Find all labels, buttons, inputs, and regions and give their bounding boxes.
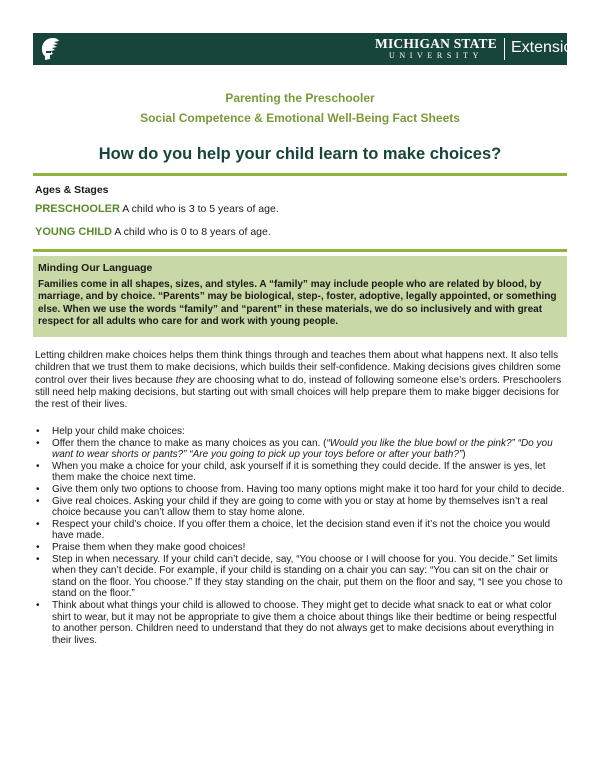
- university-label: UNIVERSITY: [389, 51, 483, 60]
- list-item-emphasis: “Would you like the blue bowl or the pink?” “Do you want to wear shorts or pants?” “Are you going to pick up your toys before or after your bath?”: [52, 437, 553, 461]
- tips-list: [35, 426, 565, 646]
- spartan-helmet-icon: [39, 36, 61, 62]
- ages-heading: Ages & Stages: [35, 184, 109, 196]
- language-callout: [33, 256, 567, 337]
- university-wordmark: [373, 37, 499, 61]
- header-bar: [33, 33, 582, 65]
- age-item-young-child: [35, 226, 271, 238]
- series-subtitle: Social Competence & Emotional Well-Being Fact Sheets: [140, 111, 460, 125]
- intro-emphasis: they: [175, 374, 195, 386]
- age-desc: A child who is 3 to 5 years of age.: [119, 203, 279, 215]
- age-term: YOUNG CHILD: [35, 226, 112, 238]
- intro-text: Letting children make choices helps them think things through and teaches them about what happens next. It also tells children that we trust them to make decisions, which builds their self-confidence. Making decisions gives children some control over their lives because: [35, 350, 561, 386]
- list-item: • Step in when necessary. If your child can’t decide, say, “You choose or I will choose for you. You decide.” Set limits when they can’t decide. For example, if your child is standing on a chair you can say: “You can sit on the chair or stand on the floor. You choose.” If they stay standing on the chair, put them on the floor and say, “I see you chose to stand on the floor.”: [35, 554, 565, 600]
- list-item: • Praise them when they make good choices!: [35, 542, 565, 554]
- intro-text: are choosing what to do, instead of following someone else’s orders. Preschoolers still need help making decisions, but starting out with small choices will help prepare them to make bigger decisions for the rest of their lives.: [35, 374, 562, 411]
- age-item-preschooler: [35, 203, 279, 215]
- list-item: • Think about what things your child is allowed to choose. They might get to decide what snack to eat or what color shirt to wear, but it may not be appropriate to give them a choice about things like their bedtime or being respectful to another person. Children need to understand that they do not always get to make decisions about everything in their lives.: [35, 600, 565, 646]
- list-item: • Respect your child’s choice. If you offer them a choice, let the decision stand even if it’s not the choice you would have made.: [35, 519, 565, 542]
- age-desc: A child who is 0 to 8 years of age.: [112, 226, 271, 238]
- language-heading: Minding Our Language: [38, 262, 153, 274]
- series-title: Parenting the Preschooler: [225, 91, 375, 105]
- list-item: • When you make a choice for your child, ask yourself if it is something they could decide. If the answer is yes, let them make the choice next time.: [35, 461, 565, 484]
- list-item: • Give them only two options to choose from. Having too many options might make it too hard for your child to decide.: [35, 484, 565, 496]
- header-divider: [504, 38, 505, 60]
- divider-rule: [33, 249, 567, 252]
- age-term: PRESCHOOLER: [35, 203, 120, 215]
- language-body: Families come in all shapes, sizes, and styles. A “family” may include people who are related by blood, by marriage, and by choice. “Parents” may be biological, step-, foster, adoptive, legally appointed, or something else. When we use the words “family” and “parent” in these materials, we do so inclusively and with great respect for all adults who care for and work with young people.: [38, 279, 557, 327]
- list-item-text: Offer them the chance to make as many choices as you can. (: [52, 437, 327, 449]
- intro-paragraph: [35, 350, 565, 411]
- page-title: How do you help your child learn to make choices?: [98, 145, 502, 163]
- list-item: [35, 438, 565, 461]
- list-item: • Help your child make choices:: [35, 426, 565, 438]
- university-name: MICHIGAN STATE: [375, 36, 497, 51]
- list-item-text: ): [462, 449, 466, 461]
- list-item: • Give real choices. Asking your child if they are going to come with you or stay at home by themselves isn’t a real choice because you can’t allow them to stay home alone.: [35, 496, 565, 519]
- divider-rule: [33, 173, 567, 176]
- extension-label: Extension: [511, 39, 582, 56]
